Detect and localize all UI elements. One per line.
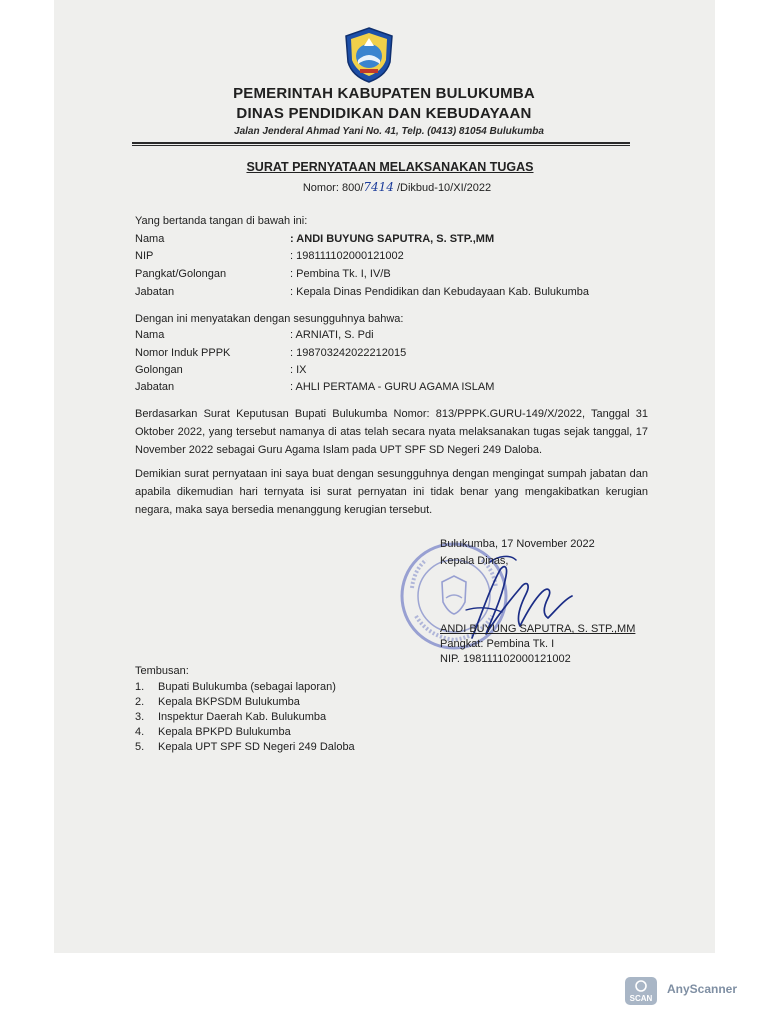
subject-name-value: : ARNIATI, S. Pdi: [290, 329, 374, 341]
letterhead-divider: [132, 142, 630, 144]
tembusan-item-number: 4.: [135, 726, 145, 738]
tembusan-item-number: 5.: [135, 741, 145, 753]
tembusan-item-text: Kepala BPKPD Bulukumba: [158, 726, 291, 738]
subject-position-label: Jabatan: [135, 381, 175, 393]
signer-rank-label: Pangkat/Golongan: [135, 268, 227, 280]
subject-intro: Dengan ini menyatakan dengan sesungguhnya bahwa:: [135, 313, 404, 325]
document-number-suffix: /Dikbud-10/XI/2022: [393, 182, 492, 194]
body-paragraph-closing: Demikian surat pernyataan ini saya buat dengan sesungguhnya dengan mengingat sumpah jabatan dan apabila dikemudian hari ternyata isi surat pernyatan ini tidak benar yang mengakibatkan kerugian negara, maka saya bersedia menanggung kerugian tersebut.: [135, 468, 648, 516]
subject-position-value: : AHLI PERTAMA - GURU AGAMA ISLAM: [290, 381, 495, 393]
subject-grade-value: : IX: [290, 364, 307, 376]
subject-name-label: Nama: [135, 329, 165, 341]
signer-name-value: : ANDI BUYUNG SAPUTRA, S. STP.,MM: [290, 233, 495, 245]
regency-emblem-logo: [342, 26, 396, 84]
signature-name: ANDI BUYUNG SAPUTRA, S. STP.,MM: [440, 623, 636, 635]
header-government-line: PEMERINTAH KABUPATEN BULUKUMBA: [233, 85, 535, 102]
tembusan-item-text: Kepala BKPSDM Bulukumba: [158, 696, 300, 708]
tembusan-item-text: Kepala UPT SPF SD Negeri 249 Daloba: [158, 741, 355, 753]
letterhead-divider-thin: [132, 145, 630, 146]
subject-grade-label: Golongan: [135, 364, 183, 376]
document-number-handwritten: 7414: [363, 180, 394, 194]
subject-id-label: Nomor Induk PPPK: [135, 347, 231, 359]
body-paragraph-basis: Berdasarkan Surat Keputusan Bupati Bulukumba Nomor: 813/PPPK.GURU-149/X/2022, Tanggal 31 Oktober 2022, yang tersebut namanya di atas telah secara nyata melaksanakan tugas sejak tanggal, 17 November 2022 sebagai Guru Agama Islam pada UPT SPF SD Negeri 249 Daloba.: [135, 408, 648, 456]
tembusan-item-text: Inspektur Daerah Kab. Bulukumba: [158, 711, 327, 723]
scanner-app-name: AnyScanner: [667, 982, 738, 996]
signer-rank-value: : Pembina Tk. I, IV/B: [290, 268, 391, 280]
tembusan-item-text: Bupati Bulukumba (sebagai laporan): [158, 681, 336, 693]
tembusan-heading: Tembusan:: [135, 665, 189, 677]
signature-rank: Pangkat: Pembina Tk. I: [440, 638, 555, 650]
signer-intro: Yang bertanda tangan di bawah ini:: [135, 215, 308, 227]
document-title: SURAT PERNYATAAN MELAKSANAKAN TUGAS: [246, 160, 534, 174]
signature-place-date: Bulukumba, 17 November 2022: [440, 538, 595, 550]
header-agency-line: DINAS PENDIDIKAN DAN KEBUDAYAAN: [236, 105, 532, 122]
tembusan-item-number: 3.: [135, 711, 145, 723]
signer-position-label: Jabatan: [135, 286, 175, 298]
signature-position: Kepala Dinas,: [440, 555, 509, 567]
scanner-icon-label: SCAN: [629, 994, 653, 1003]
subject-id-value: : 198703242022212015: [290, 347, 407, 359]
header-address-line: Jalan Jenderal Ahmad Yani No. 41, Telp. (0413) 81054 Bulukumba: [234, 126, 544, 137]
signer-nip-label: NIP: [135, 250, 154, 262]
tembusan-item-number: 1.: [135, 681, 145, 693]
document-number-prefix: Nomor: 800/: [302, 182, 364, 194]
scanner-app-icon: [624, 976, 658, 1006]
document-number: [0, 180, 768, 194]
signer-position-value: : Kepala Dinas Pendidikan dan Kebudayaan Kab. Bulukumba: [290, 286, 590, 298]
signer-nip-value: : 198111102000121002: [290, 250, 404, 262]
tembusan-item-number: 2.: [135, 696, 145, 708]
signature-nip: NIP. 198111102000121002: [440, 653, 571, 665]
signer-name-label: Nama: [135, 233, 165, 245]
